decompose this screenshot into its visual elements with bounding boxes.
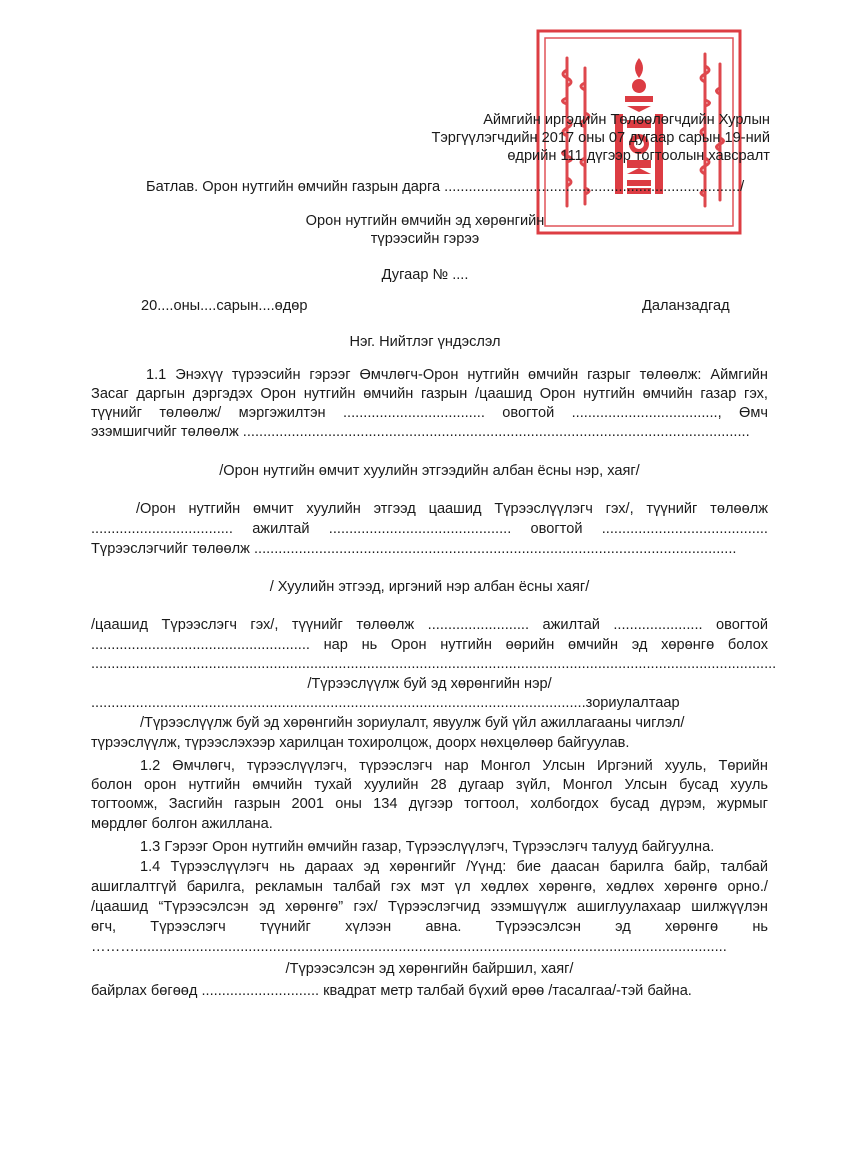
clause-1-4-line-1: 1.4 Түрээслүүлэгч нь дараах эд хөрөнгийг /Үүнд: бие даасан барилга байр, талбай [140,859,768,875]
lessor-line-1: /Орон нутгийн өмчит хуулийн этгээд цаашид Түрээслүүлэгч гэх/, түүнийг төлөөлж [136,501,768,517]
caption-property-purpose: /Түрээслүүлж буй эд хөрөнгийн зориулалт, явуулж буй үйл ажиллагааны чиглэл/ [140,715,685,731]
purpose-continuation: түрээслүүлж, түрээслэхээр харилцан тохиролцож, доорх нөхцөлөөр байгуулав. [91,735,630,751]
caption-lessee-entity: / Хуулийн этгээд, иргэний нэр албан ёсны хаяг/ [269,579,590,595]
clause-1-2-line-4: мөрдлөг болгон ажиллана. [91,816,273,832]
purpose-line: ..........................................................................................................................зориулалтаар [91,695,680,711]
area-line: байрлах бөгөөд ............................. квадрат метр талбай бүхий өрөө /тасалгаа/-тэй байна. [91,983,692,999]
lessee-line-1: /цаашид Түрээслэгч гэх/, түүнийг төлөөлж ......................... ажилтай ...................... овогтой [91,617,768,633]
clause-1-2-line-1: 1.2 Өмчлөгч, түрээслүүлэгч, түрээслэгч нар Монгол Улсын Иргэний хууль, Төрийн [140,758,768,774]
clause-1-4-line-5: ……….................................................................................................................................................. [91,939,727,955]
clause-1-2-line-3: тогтоомж, Засгийн газрын 2001 оны 134 дүгээр тогтоол, холбогдох бусад дүрэм, журмыг [91,796,768,812]
lessee-line-2: ...................................................... нар нь Орон нутгийн өөрийн өмчийн эд хөрөнгө болох [91,637,768,653]
clause-1-4-line-3: /цаашид “Түрээсэлсэн эд хөрөнгө” гэх/ Түрээслэгчид эзэмшүүлж ашиглуулахаар шилжүүлэн [91,899,768,915]
caption-lessor-entity: /Орон нутгийн өмчит хуулийн этгээдийн албан ёсны нэр, хаяг/ [219,463,640,479]
document-title-line-1: Орон нутгийн өмчийн эд хөрөнгийн [305,213,545,229]
approval-line: Батлав. Орон нутгийн өмчийн газрын дарга ........................................................................./ [146,179,745,195]
clause-1-4-line-2: ашиглалтгүй барилга, рекламын талбай гэх мэт үл хөдлөх хөрөнгө, хөдлөх хөрөнгө орно./ [91,879,768,895]
header-line-3: өдрийн 111 дүгээр тогтоолын хавсралт [507,148,770,164]
header-line-2: Тэргүүлэгчдийн 2017 оны 07 дугаар сарын 19-ний [431,130,770,146]
lessee-line-3: ......................................................................................................................................................................... [91,656,777,672]
document-title-line-2: түрээсийн гэрээ [370,231,480,247]
clause-1-2-line-2: болон орон нутгийн өмчийн тухай хуулийн 28 дугаар зүйл, Монгол Улсын бусад хууль [91,777,768,793]
clause-1-3: 1.3 Гэрээг Орон нутгийн өмчийн газар, Түрээслүүлэгч, Түрээслэгч талууд байгуулна. [140,839,715,855]
contract-place: Даланзадгад [642,298,730,314]
clause-1-1-line-1: 1.1 Энэхүү түрээсийн гэрээг Өмчлөгч-Орон нутгийн өмчийн газрыг төлөөлж: Аймгийн [146,367,768,383]
clause-1-1-line-3: түүнийг төлөөлж/ мэргэжилтэн ................................... овогтой ...................................., Өмч [91,405,768,421]
clause-1-1-line-4: эзэмшигчийг төлөөлж ............................................................................................................................. [91,424,750,440]
lessor-line-2: ................................... ажилтай ............................................. овогтой ......................................... [91,521,768,537]
clause-1-1-line-2: Засаг даргын дэргэдэх Орон нутгийн өмчийн газрын /цаашид Орон нутгийн өмчийн газар гэх, [91,386,768,402]
lessor-line-3: Түрээслэгчийг төлөөлж ....................................................................................................................... [91,541,737,557]
section-1-heading: Нэг. Нийтлэг үндэслэл [349,334,501,350]
clause-1-4-line-4: өгч, Түрээслэгч түүнийг хүлээн авна. Түрээсэлсэн эд хөрөнгө нь [91,919,768,935]
caption-property-name: /Түрээслүүлж буй эд хөрөнгийн нэр/ [307,676,552,692]
header-line-1: Аймгийн иргэдийн Төлөөлөгчдийн Хурлын [483,112,770,128]
document-number: Дугаар № .... [381,267,469,283]
contract-date: 20....оны....сарын....өдөр [141,298,308,314]
caption-property-location: /Түрээсэлсэн эд хөрөнгийн байршил, хаяг/ [285,961,574,977]
